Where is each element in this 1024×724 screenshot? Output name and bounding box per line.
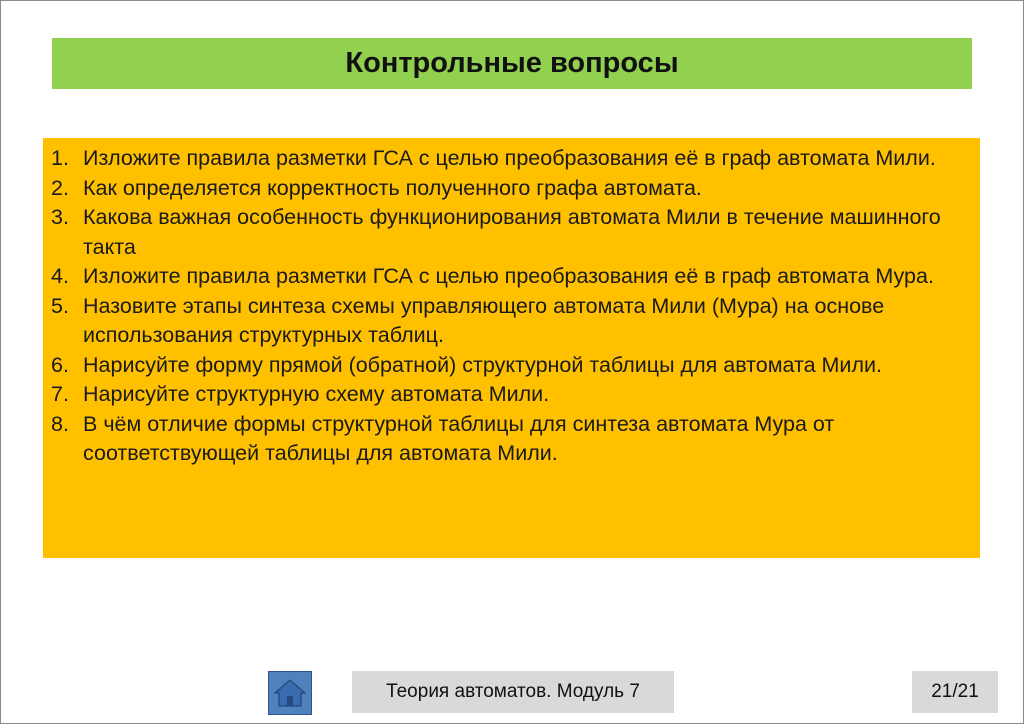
question-number: 6. [51, 352, 69, 377]
module-label: Теория автоматов. Модуль 7 [352, 671, 674, 713]
question-text: Нарисуйте структурную схему автомата Мили. [83, 382, 550, 406]
questions-list [51, 144, 968, 469]
question-text: Какова важная особенность функционирования автомата Мили в течение машинного такта [83, 205, 941, 259]
home-button[interactable] [268, 671, 312, 715]
question-text: Изложите правила разметки ГСА с целью преобразования её в граф автомата Мура. [83, 264, 934, 288]
question-text: Нарисуйте форму прямой (обратной) структурной таблицы для автомата Мили. [83, 352, 882, 377]
question-number: 3. [51, 205, 69, 229]
question-item [51, 292, 968, 351]
question-text: Назовите этапы синтеза схемы управляющего автомата Мили (Мура) на основе использования структурных таблиц. [83, 293, 885, 347]
question-number: 7. [51, 382, 69, 406]
question-item [51, 144, 968, 174]
question-item [51, 203, 968, 262]
question-number: 8. [51, 411, 69, 436]
question-number: 2. [51, 175, 69, 200]
page-number: 21/21 [912, 671, 998, 713]
question-item [51, 174, 968, 204]
questions-box [43, 138, 980, 558]
question-text: В чём отличие формы структурной таблицы для синтеза автомата Мура от соответствующей таблицы для автомата Мили. [83, 411, 835, 465]
question-item [51, 262, 968, 292]
question-item [51, 351, 968, 381]
home-icon [273, 678, 307, 708]
question-text: Как определяется корректность полученного графа автомата. [83, 175, 702, 200]
question-number: 4. [51, 264, 69, 288]
question-number: 1. [51, 146, 69, 170]
question-item [51, 380, 968, 410]
slide-title: Контрольные вопросы [345, 47, 679, 79]
title-bar [52, 38, 972, 89]
question-item [51, 410, 968, 469]
question-text: Изложите правила разметки ГСА с целью преобразования её в граф автомата Мили. [83, 146, 936, 170]
question-number: 5. [51, 293, 69, 318]
